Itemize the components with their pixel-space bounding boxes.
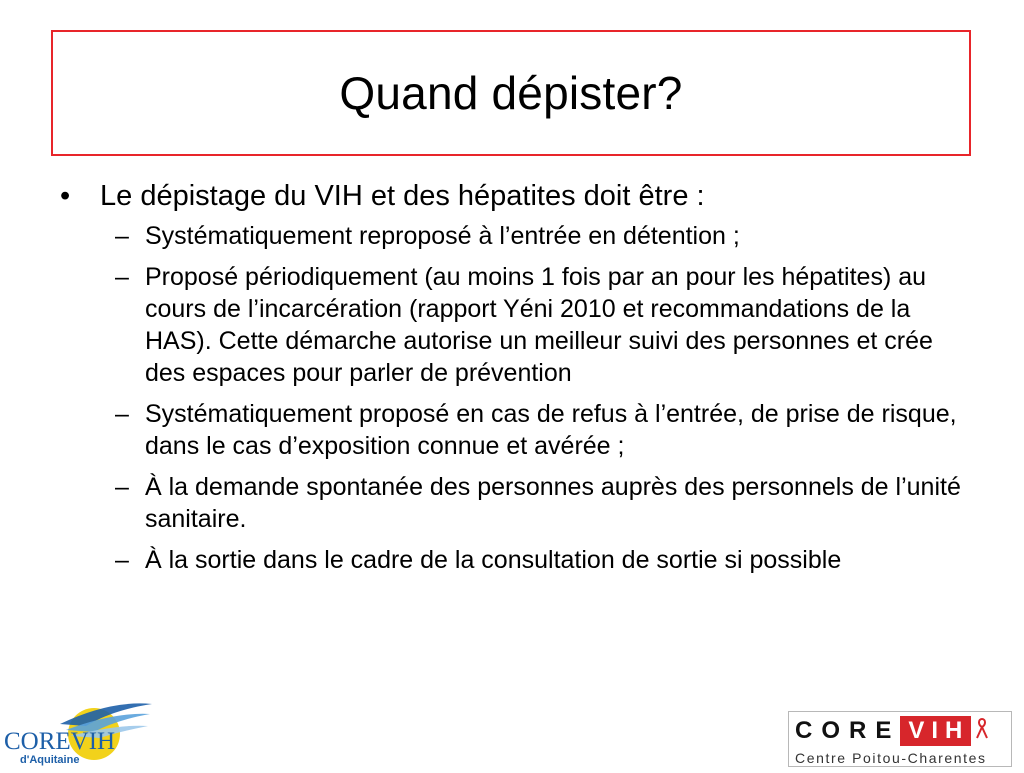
logo-core-text: CORE <box>795 717 901 744</box>
sub-bullet-text: À la demande spontanée des personnes auprès des personnels de l’unité sanitaire. <box>145 473 961 533</box>
dash-marker: – <box>115 473 129 501</box>
sub-bullet-text: Systématiquement reproposé à l’entrée en détention ; <box>145 222 740 250</box>
logo-wordmark <box>791 716 989 746</box>
corevih-poitou-logo <box>788 711 1014 768</box>
sub-bullet-item <box>60 471 980 535</box>
corevih-wordmark: COREVIH <box>4 728 116 755</box>
sub-bullet-item <box>60 220 980 252</box>
bullet-item <box>60 178 980 214</box>
dash-marker: – <box>115 400 129 428</box>
sub-bullet-list <box>60 220 980 576</box>
slide-content <box>60 178 980 576</box>
sub-bullet-text: Proposé périodiquement (au moins 1 fois par an pour les hépatites) au cours de l’incarcération (rapport Yéni 2010 et recommandations de la HAS). Cette démarche autorise un meilleur suivi des personnes et crée des espaces pour parler de prévention <box>145 263 933 387</box>
bullet-text: Le dépistage du VIH et des hépatites doit être : <box>100 180 705 212</box>
sub-bullet-item <box>60 544 980 576</box>
sub-bullet-text: Systématiquement proposé en cas de refus à l’entrée, de prise de risque, dans le cas d’exposition connue et avérée ; <box>145 400 957 460</box>
dash-marker: – <box>115 222 129 250</box>
logo-frame <box>788 711 1012 767</box>
logo-vih-text: VIH <box>900 716 971 746</box>
sub-bullet-text: À la sortie dans le cadre de la consultation de sortie si possible <box>145 546 842 574</box>
aquitaine-subtitle: d'Aquitaine <box>20 754 80 766</box>
bullet-marker: • <box>60 180 71 212</box>
sub-bullet-item <box>60 398 980 462</box>
logo-subtitle: Centre Poitou-Charentes <box>795 750 987 766</box>
dash-marker: – <box>115 263 129 291</box>
corevih-aquitaine-logo-graphic <box>0 700 160 768</box>
corevih-aquitaine-logo <box>0 700 160 768</box>
dash-marker: – <box>115 546 129 574</box>
red-ribbon-icon <box>975 717 989 745</box>
sub-bullet-item <box>60 261 980 389</box>
slide-title: Quand dépister? <box>339 67 683 119</box>
title-box <box>51 30 971 156</box>
